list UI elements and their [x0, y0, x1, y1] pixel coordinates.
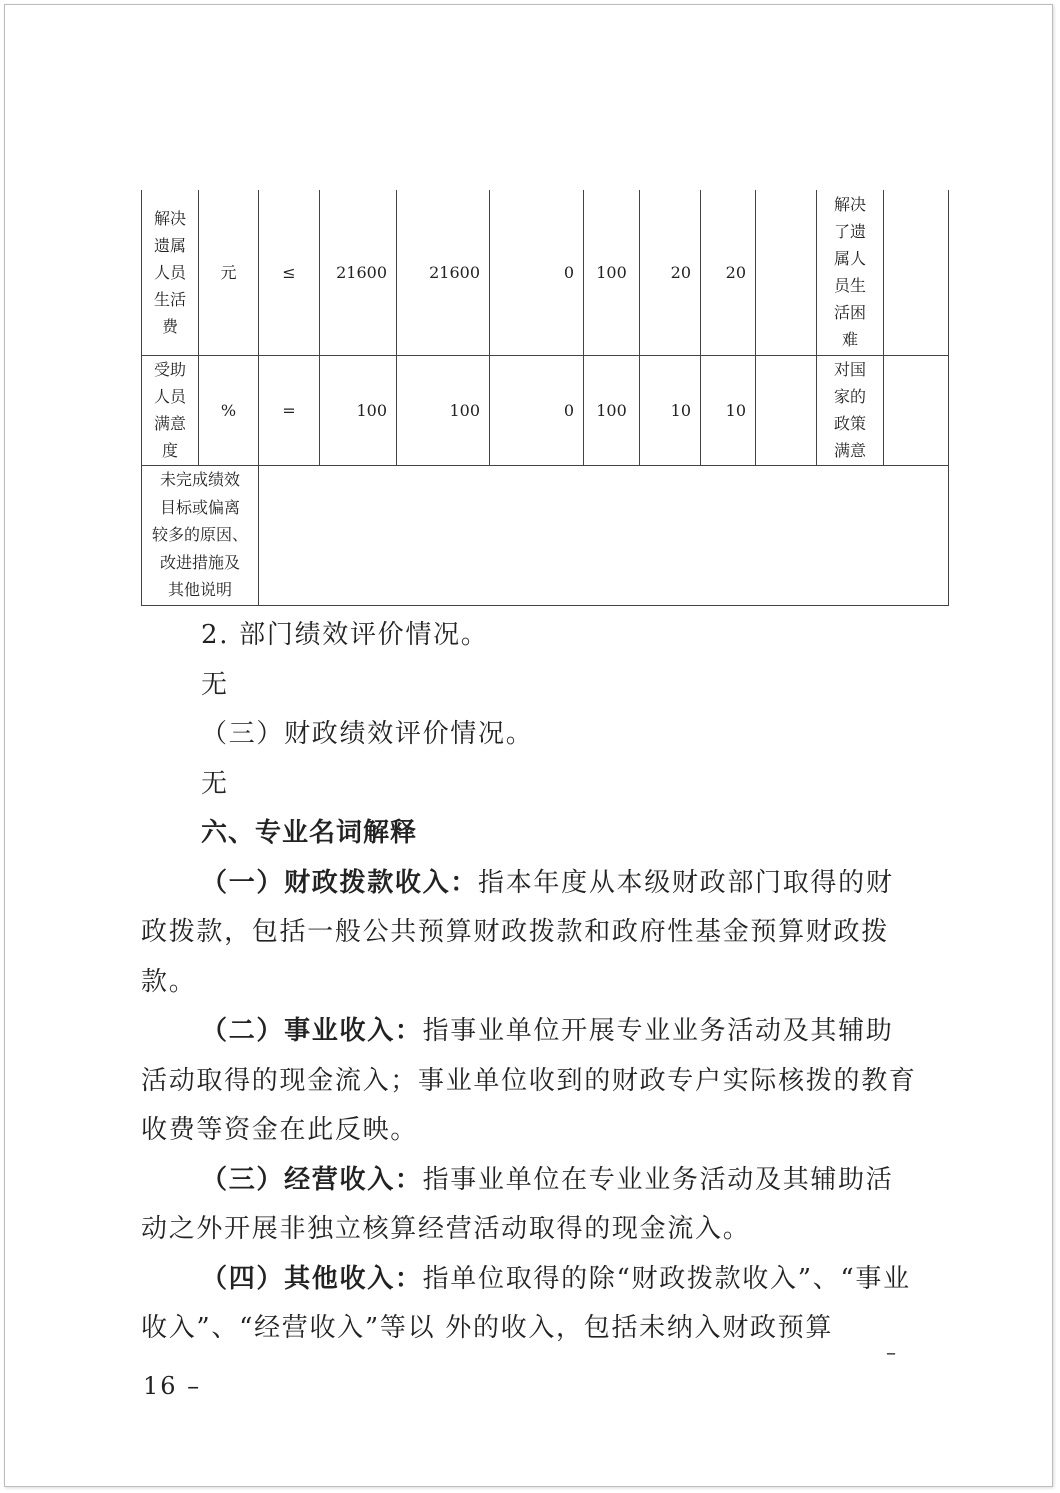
page-number: 16 – [143, 1372, 202, 1400]
footer-dash: – [886, 1340, 896, 1364]
paragraph: 无 [201, 768, 229, 799]
definition-term: （二）事业收入： [201, 1016, 423, 1046]
performance-table [141, 190, 949, 606]
indicator-cell: 受助人员满意度 [153, 360, 186, 460]
note-value-cell [259, 465, 949, 605]
actual-cell: 21600 [397, 190, 490, 355]
definition-term: （一）财政拨款收入： [201, 867, 479, 898]
indicator-cell: 解决遗属人员生活费 [153, 208, 186, 336]
definition-text: 指事业单位开展专业业务活动及其辅助活动取得的现金流入；事业单位收到的财政专户实际核拨的教育收费等资金在此反映。 [141, 1016, 917, 1145]
definition-term: （四）其他收入： [201, 1263, 423, 1294]
effect-cell: 解决了遗属人员生活困难 [833, 195, 866, 350]
actual-cell: 100 [397, 355, 490, 465]
score-cell: 20 [701, 190, 756, 355]
blank-cell [756, 355, 817, 465]
section-subtitle: 2. 部门绩效评价情况。 [201, 620, 489, 650]
table-row [142, 355, 949, 465]
definition-text: 指单位取得的除“财政拨款收入”、“事业收入”、“经营收入”等以 外的收入，包括未纳入财政预算 [141, 1263, 911, 1343]
completion-cell: 100 [584, 190, 640, 355]
definition-paragraph [141, 1156, 921, 1255]
definition-paragraph [141, 859, 921, 1008]
table-row [142, 465, 949, 605]
completion-cell: 100 [584, 355, 640, 465]
definition-text: 指本年度从本级财政部门取得的财政拨款，包括一般公共预算财政拨款和政府性基金预算财政拨款。 [141, 867, 894, 997]
last-cell [884, 355, 949, 465]
target-cell: 21600 [320, 190, 397, 355]
note-label-line: 目标或偏离 [159, 497, 240, 517]
section-subtitle: （三）财政绩效评价情况。 [201, 719, 534, 749]
unit-cell: % [199, 355, 259, 465]
note-label-cell [142, 465, 259, 605]
table-row [142, 190, 949, 355]
definition-text: 指事业单位在专业业务活动及其辅助活动之外开展非独立核算经营活动取得的现金流入。 [141, 1164, 894, 1244]
effect-cell: 对国家的政策满意 [833, 360, 866, 460]
paragraph: 无 [201, 669, 229, 700]
operator-cell: ≤ [259, 190, 320, 355]
score-cell: 10 [701, 355, 756, 465]
note-label-line: 其他说明 [167, 580, 232, 600]
weight-cell: 20 [640, 190, 701, 355]
target-cell: 100 [320, 355, 397, 465]
blank-cell [756, 190, 817, 355]
section-heading: 六、专业名词解释 [201, 818, 418, 848]
deviation-cell: 0 [490, 355, 584, 465]
last-cell [884, 190, 949, 355]
operator-cell: = [259, 355, 320, 465]
definition-term: （三）经营收入： [201, 1164, 423, 1195]
weight-cell: 10 [640, 355, 701, 465]
note-label-line: 较多的原因、 [151, 525, 248, 545]
unit-cell: 元 [199, 190, 259, 355]
deviation-cell: 0 [490, 190, 584, 355]
definition-paragraph [141, 1007, 921, 1156]
note-label-line: 改进措施及 [159, 552, 240, 572]
definition-paragraph [141, 1255, 921, 1354]
note-label-line: 未完成绩效 [159, 470, 240, 490]
document-body [141, 611, 921, 1354]
